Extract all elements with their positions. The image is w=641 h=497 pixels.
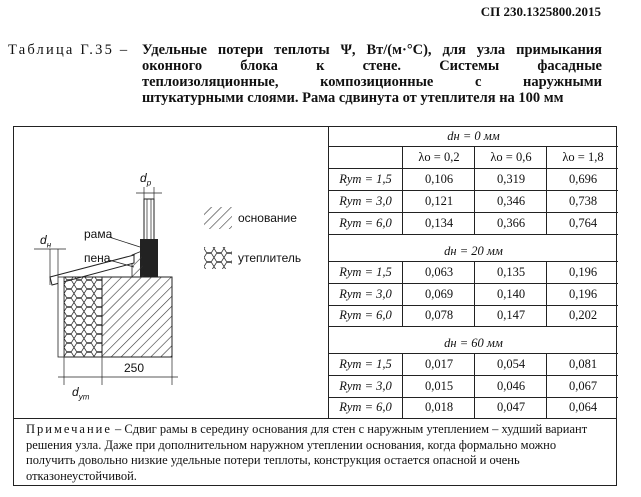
note-label: Примечание xyxy=(26,422,112,436)
psi-value: 0,121 xyxy=(402,191,475,212)
psi-value: 0,047 xyxy=(474,397,547,418)
dn-label: $d_н$ xyxy=(40,233,52,250)
psi-value: 0,196 xyxy=(546,284,619,305)
title-line: оконного блока к стене. Системы фасадные xyxy=(142,58,602,74)
insulation-icon xyxy=(64,277,102,357)
table-row xyxy=(329,397,618,418)
table-row xyxy=(329,191,618,213)
junction-diagram xyxy=(14,127,327,418)
note-dash: – xyxy=(111,422,125,436)
psi-value: 0,319 xyxy=(474,169,547,190)
psi-value: 0,346 xyxy=(474,191,547,212)
dp-label: $d_р$ xyxy=(140,171,152,188)
psi-value: 0,067 xyxy=(546,376,619,397)
table-note xyxy=(13,419,617,486)
psi-value: 0,054 xyxy=(474,354,547,375)
block-header: dн = 0 мм xyxy=(329,127,618,147)
foam-label: пена xyxy=(84,251,111,265)
psi-value: 0,696 xyxy=(546,169,619,190)
block-header: dн = 20 мм xyxy=(329,242,618,262)
r-value: Rут = 3,0 xyxy=(339,194,392,208)
frame-label: рама xyxy=(84,227,113,241)
psi-value: 0,063 xyxy=(402,262,475,283)
block-header: dн = 60 мм xyxy=(329,334,618,354)
psi-value: 0,196 xyxy=(546,262,619,283)
psi-value: 0,081 xyxy=(546,354,619,375)
psi-value: 0,738 xyxy=(546,191,619,212)
table-number: Таблица Г.35 – xyxy=(8,42,130,58)
dim-250-label: 250 xyxy=(124,361,145,375)
table-block xyxy=(329,326,618,418)
dut-label: $d_{ут}$ xyxy=(72,385,90,402)
table-block xyxy=(329,127,618,235)
psi-value: 0,764 xyxy=(546,213,619,234)
psi-value: 0,366 xyxy=(474,213,547,234)
legend-base-label: основание xyxy=(238,211,297,225)
psi-value: 0,135 xyxy=(474,262,547,283)
table-row xyxy=(329,213,618,234)
data-table xyxy=(328,127,618,418)
table-row xyxy=(329,169,618,191)
table-row xyxy=(329,262,618,284)
title-line: Удельные потери теплоты Ψ, Вт/(м·°С), для узла примыкания xyxy=(142,42,602,58)
table-row xyxy=(329,305,618,326)
psi-value: 0,202 xyxy=(546,305,619,326)
main-table xyxy=(13,126,617,419)
table-block xyxy=(329,234,618,327)
legend-insulation-label: утеплитель xyxy=(238,251,302,265)
r-value: Rут = 3,0 xyxy=(339,379,392,393)
r-value: Rут = 6,0 xyxy=(339,216,392,230)
psi-value: 0,064 xyxy=(546,397,619,418)
r-value: Rут = 6,0 xyxy=(339,400,392,414)
document-code: СП 230.1325800.2015 xyxy=(480,4,601,19)
r-value: Rут = 3,0 xyxy=(339,287,392,301)
table-row xyxy=(329,284,618,306)
r-value: Rут = 1,5 xyxy=(339,265,392,279)
lambda-header: λо = 1,8 xyxy=(546,147,619,168)
hatch-icon xyxy=(204,207,232,229)
lambda-header: λо = 0,6 xyxy=(474,147,547,168)
lambda-header-row xyxy=(329,147,618,169)
r-value: Rут = 6,0 xyxy=(339,308,392,322)
psi-value: 0,017 xyxy=(402,354,475,375)
psi-value: 0,018 xyxy=(402,397,475,418)
psi-value: 0,147 xyxy=(474,305,547,326)
note-text: Сдвиг рамы в середину основания для стен с наружным утеплением – худший вариант решения узла. Даже при дополнительном наружном утеплении основания, когда формально можно получить довольно низкие удельные потери теплоты, конструкция остается опасной и очень отказонеустойчивой. xyxy=(26,422,588,483)
table-row xyxy=(329,354,618,376)
table-row xyxy=(329,376,618,398)
title-line: штукатурными слоями. Рама сдвинута от утеплителя на 100 мм xyxy=(142,90,564,106)
r-value: Rут = 1,5 xyxy=(339,172,392,186)
title-line: теплоизоляционные, композиционные с наружными xyxy=(142,74,602,90)
psi-value: 0,078 xyxy=(402,305,475,326)
psi-value: 0,140 xyxy=(474,284,547,305)
psi-value: 0,069 xyxy=(402,284,475,305)
hex-insulation-icon xyxy=(204,247,232,269)
psi-value: 0,046 xyxy=(474,376,547,397)
psi-value: 0,106 xyxy=(402,169,475,190)
wall-base-icon xyxy=(102,277,172,357)
lambda-header: λо = 0,2 xyxy=(402,147,475,168)
table-title xyxy=(142,42,602,106)
psi-value: 0,015 xyxy=(402,376,475,397)
psi-value: 0,134 xyxy=(402,213,475,234)
r-value: Rут = 1,5 xyxy=(339,357,392,371)
